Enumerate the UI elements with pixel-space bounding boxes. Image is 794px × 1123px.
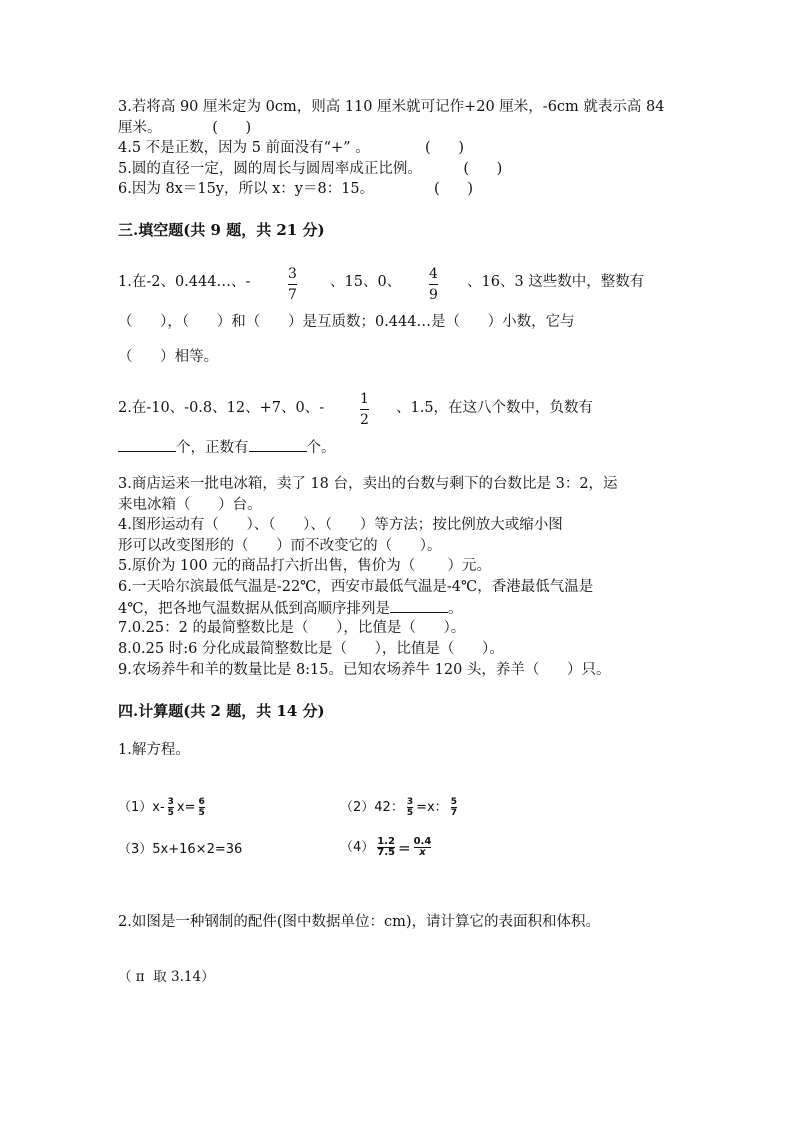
fill-q2-part-a: 2.在-10、-0.8、12、+7、0、-	[118, 400, 325, 416]
fill-q1-part-b: 、15、0、	[330, 274, 402, 290]
answer-blank[interactable]	[118, 437, 176, 452]
equation-fraction	[407, 797, 413, 818]
fraction-numerator: 6	[198, 797, 205, 807]
fraction-numerator: 1	[360, 391, 369, 407]
fill-q2-line2	[118, 437, 336, 458]
fill-q2-part-b: 、1.5，在这八个数中，负数有	[396, 400, 594, 416]
fill-q8: 8.0.25 时:6 分化成最简整数比是（ ），比值是（ ）。	[118, 641, 504, 657]
equation-text: （2）42：	[340, 799, 404, 815]
fraction-numerator: 4	[429, 266, 438, 282]
fraction-denominator: 9	[429, 287, 438, 303]
equation-fraction	[199, 797, 205, 818]
pi-note: （ π 取 3.14）	[118, 969, 215, 985]
equation-fraction	[168, 797, 174, 818]
fill-q9: 9.农场养牛和羊的数量比是 8:15。已知农场养牛 120 头，养羊（ ）只。	[118, 662, 611, 678]
equation-text: =x：	[416, 799, 448, 815]
equation-text: （1）x-	[118, 799, 165, 815]
fill-q1-line2: （ ），（ ）和（ ）是互质数；0.444…是（ ）小数，它与	[118, 314, 575, 330]
fraction-denominator: 2	[360, 412, 369, 428]
fill-q3-line1: 3.商店运来一批电冰箱，卖了 18 台，卖出的台数与剩下的台数比是 3：2，运	[118, 476, 618, 492]
equation-text: （4）	[340, 839, 375, 855]
fill-q1-fraction-2	[429, 266, 438, 303]
fraction-denominator: 5	[406, 808, 414, 818]
calc-heading: 四.计算题(共 2 题，共 14 分)	[118, 702, 325, 720]
fill-q2-text-b: 个。	[306, 440, 336, 456]
fill-q3-line2: 来电冰箱（ ）台。	[118, 497, 262, 513]
fill-q6-text-a: 4℃，把各地气温数据从低到高顺序排列是	[118, 601, 390, 617]
fill-q4-line1: 4.图形运动有（ ）、（ ）、（ ）等方法；按比例放大或缩小图	[118, 517, 563, 533]
fraction-denominator: 7.5	[377, 847, 395, 858]
equation-text: =	[398, 838, 411, 857]
fraction-numerator: 5	[450, 797, 457, 807]
equation-4	[340, 837, 434, 858]
fill-q4-line2: 形可以改变图形的（ ）而不改变它的（ ）。	[118, 538, 442, 554]
fill-heading: 三.填空题(共 9 题，共 21 分)	[118, 221, 325, 239]
calc-q1-title: 1.解方程。	[118, 742, 190, 758]
equation-2	[340, 797, 460, 818]
judge-q3-line1: 3.若将高 90 厘米定为 0cm，则高 110 厘米就可记作+20 厘米，-6cm 就表示高 84	[118, 99, 665, 115]
fill-q6-line1: 6.一天哈尔滨最低气温是-22℃，西安市最低气温是-4℃，香港最低气温是	[118, 579, 594, 595]
fill-q6-line2	[118, 598, 462, 619]
fraction-numerator: 3	[167, 797, 174, 807]
judge-q3-line2: 厘米。 ( )	[118, 120, 252, 136]
fraction-denominator: 7	[288, 287, 297, 303]
equation-fraction	[377, 837, 395, 858]
fraction-bar	[360, 409, 369, 410]
calc-q2: 2.如图是一种钢制的配件(图中数据单位：cm)，请计算它的表面积和体积。	[118, 914, 601, 930]
fraction-numerator: 3	[406, 797, 414, 807]
fill-q6-text-b: 。	[447, 601, 463, 617]
fraction-denominator: 5	[198, 808, 205, 818]
fill-q1-fraction-1	[288, 266, 297, 303]
fraction-numerator: 0.4	[413, 836, 432, 847]
fill-q1-line3: （ ）相等。	[118, 349, 219, 365]
equation-3	[118, 841, 242, 859]
equation-fraction	[414, 837, 432, 858]
answer-blank[interactable]	[249, 437, 307, 452]
fraction-numerator: 3	[288, 266, 297, 282]
fraction-denominator: x	[419, 847, 426, 858]
equation-1	[118, 797, 208, 818]
equation-fraction	[451, 797, 457, 818]
equation-text: x=	[176, 799, 196, 815]
fill-q5: 5.原价为 100 元的商品打六折出售，售价为（ ）元。	[118, 558, 491, 574]
fraction-denominator: 5	[167, 808, 174, 818]
fill-q2-text-a: 个，正数有	[176, 440, 249, 456]
fill-q1-part-c: 、16、3 这些数中，整数有	[467, 274, 645, 290]
judge-q5: 5.圆的直径一定，圆的周长与圆周率成正比例。 ( )	[118, 161, 503, 177]
fraction-bar	[288, 284, 297, 285]
fill-q1-part-a: 1.在-2、0.444…、-	[118, 274, 251, 290]
judge-q4: 4.5 不是正数，因为 5 前面没有“+” 。 ( )	[118, 140, 464, 156]
fraction-numerator: 1.2	[377, 836, 395, 847]
fill-q2-fraction	[360, 391, 369, 428]
answer-blank[interactable]	[390, 598, 448, 613]
equation-text: （3）5x+16×2=36	[118, 842, 243, 857]
fill-q7: 7.0.25：2 的最简整数比是（ ），比值是（ ）。	[118, 620, 466, 636]
fraction-denominator: 7	[450, 808, 457, 818]
judge-q6: 6.因为 8x＝15y，所以 x：y＝8：15。 ( )	[118, 181, 474, 197]
fraction-bar	[429, 284, 438, 285]
